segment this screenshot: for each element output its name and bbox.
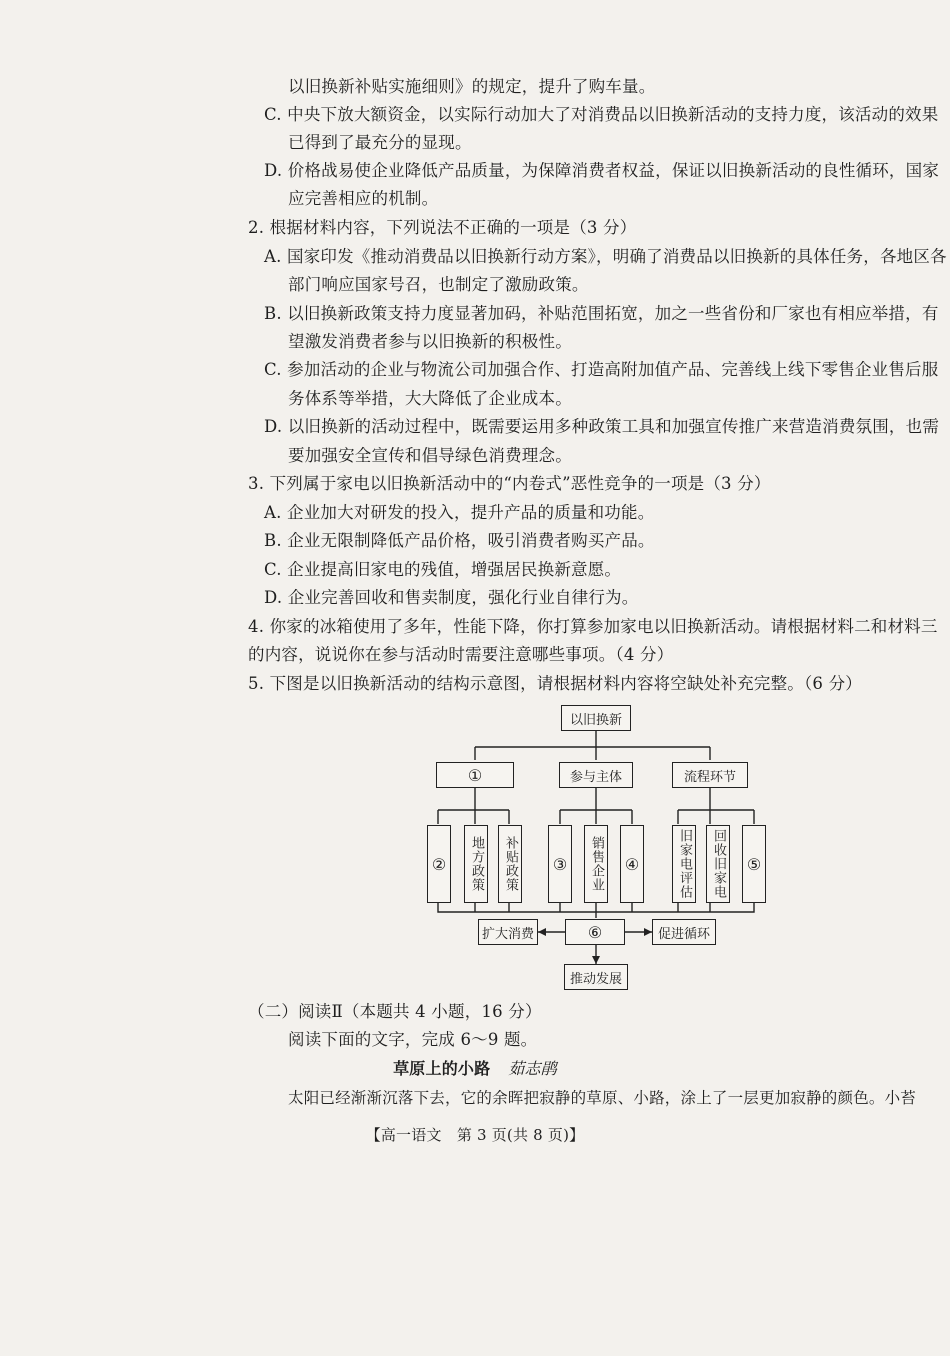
diagram-subsidy-policy-box: 补贴政策 [498,825,522,903]
option-c: C. 企业提高旧家电的残值，增强居民换新意愿。 [264,560,622,579]
diagram-sales-enterprise-box: 销售企业 [584,825,608,903]
section-heading: （二）阅读Ⅱ（本题共 4 小题，16 分） [248,1002,542,1021]
diagram-blank-6: ⑥ [565,919,625,945]
text-line: 部门响应国家号召，也制定了激励政策。 [288,275,589,294]
option-c: C. 参加活动的企业与物流公司加强合作、打造高附加值产品、完善线上线下零售企业售后服 [264,360,939,379]
option-b: B. 企业无限制降低产品价格，吸引消费者购买产品。 [264,531,655,550]
option-d: D. 以旧换新的活动过程中，既需要运用多种政策工具和加强宣传推广来营造消费氛围，也需 [264,417,940,436]
question-2: 2. 根据材料内容，下列说法不正确的一项是（3 分） [248,218,637,237]
author-name: 茹志鹃 [508,1059,557,1078]
diagram-blank-3: ③ [548,825,572,903]
option-a: A. 国家印发《推动消费品以旧换新行动方案》，明确了消费品以旧换新的具体任务，各地区各 [264,247,947,266]
article-body: 太阳已经渐渐沉落下去，它的余晖把寂静的草原、小路，涂上了一层更加寂静的颜色。小苔 [288,1089,917,1107]
diagram-participants-box: 参与主体 [559,762,633,788]
text-line: 应完善相应的机制。 [288,189,439,208]
instruction: 阅读下面的文字，完成 6～9 题。 [288,1030,538,1049]
text-line: 务体系等举措，大大降低了企业成本。 [288,389,572,408]
diagram-blank-1: ① [436,762,514,788]
option-c: C. 中央下放大额资金，以实际行动加大了对消费品以旧换新活动的支持力度，该活动的效果 [264,105,939,124]
question-3: 3. 下列属于家电以旧换新活动中的“内卷式”恶性竞争的一项是（3 分） [248,474,771,493]
question-4: 4. 你家的冰箱使用了多年，性能下降，你打算参加家电以旧换新活动。请根据材料二和材料三 [248,617,938,636]
diagram-development-box: 推动发展 [564,964,628,990]
option-d: D. 企业完善回收和售卖制度，强化行业自律行为。 [264,588,639,607]
structure-diagram [420,702,780,997]
text-line: 已得到了最充分的显现。 [288,133,472,152]
article-title [0,1057,950,1081]
diagram-blank-5: ⑤ [742,825,766,903]
diagram-blank-2: ② [427,825,451,903]
text-line: 要加强安全宣传和倡导绿色消费理念。 [288,446,572,465]
diagram-process-box: 流程环节 [672,762,748,788]
diagram-appraisal-box: 旧家电评估 [672,825,696,903]
option-a: A. 企业加大对研发的投入，提升产品的质量和功能。 [264,503,655,522]
page-footer: 【高一语文 第 3 页(共 8 页)】 [365,1126,585,1144]
diagram-blank-4: ④ [620,825,644,903]
option-b: B. 以旧换新政策支持力度显著加码，补贴范围拓宽，加之一些省份和厂家也有相应举措，有 [264,304,939,323]
diagram-root-box: 以旧换新 [561,705,631,731]
text-line: 以旧换新补贴实施细则》的规定，提升了购车量。 [288,77,656,96]
diagram-promote-cycle-box: 促进循环 [652,919,716,945]
option-d: D. 价格战易使企业降低产品质量，为保障消费者权益，保证以旧换新活动的良性循环，国家 [264,161,940,180]
title-text: 草原上的小路 [393,1059,491,1078]
diagram-recycle-box: 回收旧家电 [706,825,730,903]
text-line: 望激发消费者参与以旧换新的积极性。 [288,332,572,351]
question-5: 5. 下图是以旧换新活动的结构示意图，请根据材料内容将空缺处补充完整。（6 分） [248,674,862,693]
text-line: 的内容，说说你在参与活动时需要注意哪些事项。（4 分） [248,645,674,664]
diagram-expand-consumption-box: 扩大消费 [478,919,538,945]
diagram-local-policy-box: 地方政策 [464,825,488,903]
